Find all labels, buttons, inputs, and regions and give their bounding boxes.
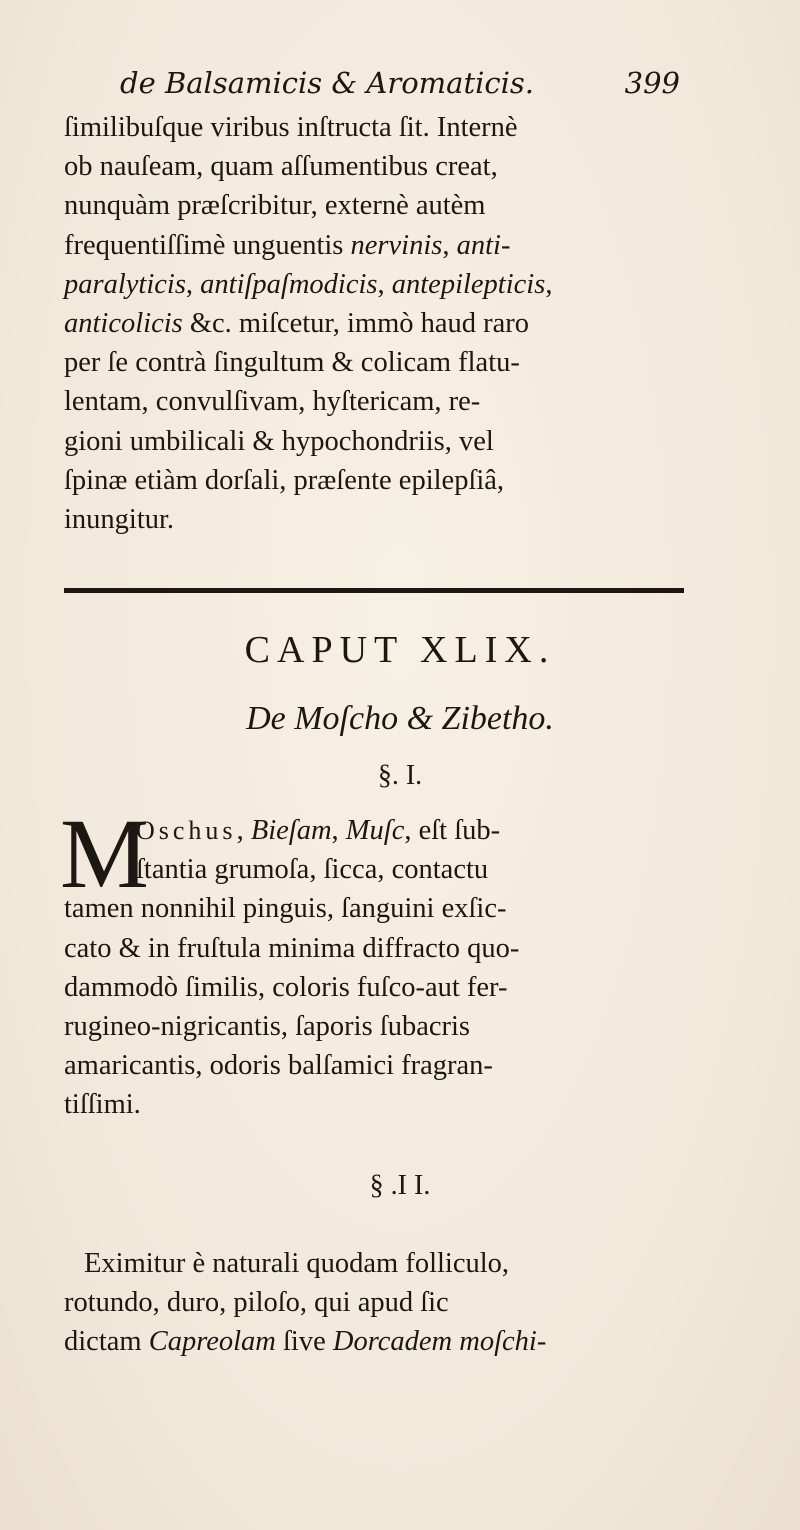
section-mark-2: § .I I.	[369, 1170, 431, 1201]
paragraph-1	[64, 108, 684, 539]
text-line: rotundo, duro, piloſo, qui apud ſic	[64, 1287, 449, 1319]
text-line: paralyticis, antiſpaſmodicis, antepilepticis,	[64, 268, 553, 300]
page-number: 399	[624, 66, 680, 100]
section-divider-rule	[64, 588, 684, 593]
text-line: Oschus, Bieſam, Muſc, eſt ſub-	[136, 815, 501, 846]
text-line: anticolicis &c. miſcetur, immò haud raro	[64, 307, 530, 339]
text-line: dictam Capreolam ſive Dorcadem moſchi-	[64, 1326, 547, 1358]
text-line: nunquàm præſcribitur, externè autèm	[64, 190, 486, 222]
text-line: rugineo-nigricantis, ſaporis ſubacris	[64, 1010, 471, 1042]
text-line: inungitur.	[64, 503, 175, 535]
running-head	[120, 66, 680, 106]
text-line: ſpinæ etiàm dorſali, præſente epilepſiâ,	[64, 464, 505, 496]
chapter-subtitle: De Moſcho & Zibetho.	[246, 700, 554, 737]
text-line: tiſſimi.	[64, 1089, 141, 1121]
running-head-title: de Balsamicis & Aromaticis.	[120, 66, 535, 100]
text-line: ob nauſeam, quam aſſumentibus creat,	[64, 151, 498, 183]
text-line: cato & in fruſtula minima diffracto quo-	[64, 932, 520, 964]
text-line: lentam, convulſivam, hyſtericam, re-	[64, 386, 481, 418]
text-line: gioni umbilicali & hypochondriis, vel	[64, 425, 494, 457]
text-line: per ſe contrà ſingultum & colicam flatu-	[64, 347, 520, 379]
text-line: frequentiſſimè unguentis nervinis, anti-	[64, 229, 511, 261]
paragraph-2	[64, 811, 684, 1125]
drop-cap: M	[60, 798, 149, 909]
paragraph-3	[64, 1244, 684, 1362]
chapter-heading: CAPUT XLIX.	[244, 629, 556, 671]
text-line: amaricantis, odoris balſamici fragran-	[64, 1050, 493, 1082]
section-mark-1: §. I.	[377, 760, 423, 791]
text-line: tamen nonnihil pinguis, ſanguini exſic-	[64, 893, 507, 925]
text-line: dammodò ſimilis, coloris fuſco-aut fer-	[64, 971, 508, 1003]
text-line: Eximitur è naturali quodam folliculo,	[84, 1248, 510, 1279]
text-line: ſtantia grumoſa, ſicca, contactu	[136, 854, 489, 886]
text-line: ſimilibuſque viribus inſtructa ſit. Internè	[64, 112, 518, 143]
